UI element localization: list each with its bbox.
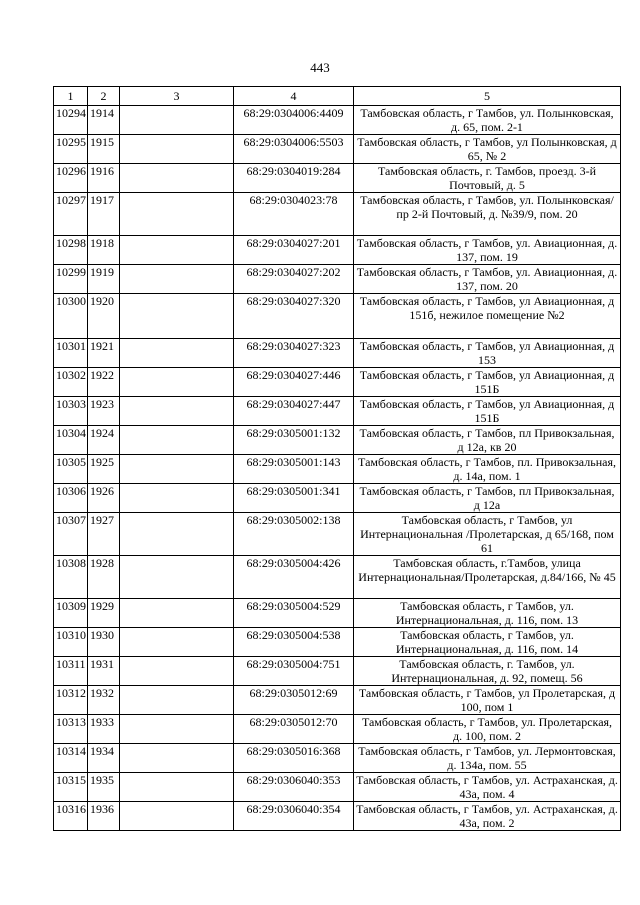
row-number-cell: 10297	[54, 193, 88, 236]
header-col-4: 4	[234, 87, 354, 106]
cadastral-number-cell: 68:29:0304027:202	[234, 265, 354, 294]
empty-cell	[120, 657, 234, 686]
header-col-3: 3	[120, 87, 234, 106]
cadastral-number-cell: 68:29:0304027:201	[234, 236, 354, 265]
empty-cell	[120, 368, 234, 397]
row-number-cell: 10308	[54, 556, 88, 599]
header-col-1: 1	[54, 87, 88, 106]
row-number-cell: 10316	[54, 802, 88, 831]
empty-cell	[120, 802, 234, 831]
item-number-cell: 1925	[88, 455, 120, 484]
address-cell: Тамбовская область, г Тамбов, ул. Интернациональная, д. 116, пом. 14	[354, 628, 621, 657]
address-cell: Тамбовская область, г Тамбов, пл. Привокзальная, д. 14а, пом. 1	[354, 455, 621, 484]
cadastral-number-cell: 68:29:0305004:538	[234, 628, 354, 657]
row-number-cell: 10309	[54, 599, 88, 628]
cadastral-number-cell: 68:29:0304027:447	[234, 397, 354, 426]
address-cell: Тамбовская область, г Тамбов, ул. Астраханская, д. 43а, пом. 4	[354, 773, 621, 802]
item-number-cell: 1927	[88, 513, 120, 556]
empty-cell	[120, 426, 234, 455]
address-cell: Тамбовская область, г Тамбов, пл Привокзальная, д 12а	[354, 484, 621, 513]
header-col-5: 5	[354, 87, 621, 106]
address-cell: Тамбовская область, г Тамбов, ул Интернациональная /Пролетарская, д 65/168, пом 61	[354, 513, 621, 556]
cadastral-number-cell: 68:29:0304027:446	[234, 368, 354, 397]
table-row	[54, 556, 621, 599]
table-row	[54, 657, 621, 686]
table-row	[54, 397, 621, 426]
item-number-cell: 1929	[88, 599, 120, 628]
item-number-cell: 1923	[88, 397, 120, 426]
row-number-cell: 10307	[54, 513, 88, 556]
empty-cell	[120, 556, 234, 599]
empty-cell	[120, 339, 234, 368]
table-body	[54, 106, 621, 831]
address-cell: Тамбовская область, г.Тамбов, улица Интернациональная/Пролетарская, д.84/166, № 45	[354, 556, 621, 599]
item-number-cell: 1918	[88, 236, 120, 265]
row-number-cell: 10303	[54, 397, 88, 426]
empty-cell	[120, 236, 234, 265]
table-row	[54, 802, 621, 831]
cadastral-number-cell: 68:29:0304019:284	[234, 164, 354, 193]
empty-cell	[120, 628, 234, 657]
address-cell: Тамбовская область, г Тамбов, ул. Авиационная, д. 137, пом. 19	[354, 236, 621, 265]
empty-cell	[120, 135, 234, 164]
item-number-cell: 1935	[88, 773, 120, 802]
table-row	[54, 484, 621, 513]
cadastral-number-cell: 68:29:0304027:320	[234, 294, 354, 339]
empty-cell	[120, 294, 234, 339]
table-row	[54, 744, 621, 773]
item-number-cell: 1922	[88, 368, 120, 397]
table-row	[54, 265, 621, 294]
row-number-cell: 10314	[54, 744, 88, 773]
address-cell: Тамбовская область, г Тамбов, ул. Полынковская/пр 2-й Почтовый, д. №39/9, пом. 20	[354, 193, 621, 236]
row-number-cell: 10301	[54, 339, 88, 368]
cadastral-number-cell: 68:29:0305001:341	[234, 484, 354, 513]
address-cell: Тамбовская область, г. Тамбов, ул. Интернациональная, д. 92, помещ. 56	[354, 657, 621, 686]
cadastral-number-cell: 68:29:0306040:353	[234, 773, 354, 802]
item-number-cell: 1915	[88, 135, 120, 164]
row-number-cell: 10295	[54, 135, 88, 164]
cadastral-number-cell: 68:29:0305004:529	[234, 599, 354, 628]
cadastral-number-cell: 68:29:0305016:368	[234, 744, 354, 773]
item-number-cell: 1928	[88, 556, 120, 599]
address-cell: Тамбовская область, г Тамбов, ул. Авиационная, д. 137, пом. 20	[354, 265, 621, 294]
page-number: 443	[310, 60, 330, 75]
empty-cell	[120, 744, 234, 773]
empty-cell	[120, 193, 234, 236]
address-cell: Тамбовская область, г Тамбов, ул Авиационная, д 151б, нежилое помещение №2	[354, 294, 621, 339]
registry-table	[53, 86, 621, 831]
table-row	[54, 193, 621, 236]
table-row	[54, 715, 621, 744]
table-row	[54, 135, 621, 164]
item-number-cell: 1933	[88, 715, 120, 744]
address-cell: Тамбовская область, г Тамбов, ул Авиационная, д 151Б	[354, 368, 621, 397]
item-number-cell: 1934	[88, 744, 120, 773]
empty-cell	[120, 106, 234, 135]
item-number-cell: 1914	[88, 106, 120, 135]
empty-cell	[120, 773, 234, 802]
item-number-cell: 1919	[88, 265, 120, 294]
row-number-cell: 10296	[54, 164, 88, 193]
row-number-cell: 10299	[54, 265, 88, 294]
table-header-row	[54, 87, 621, 106]
address-cell: Тамбовская область, г Тамбов, ул. Лермонтовская, д. 134а, пом. 55	[354, 744, 621, 773]
row-number-cell: 10310	[54, 628, 88, 657]
cadastral-number-cell: 68:29:0305004:751	[234, 657, 354, 686]
row-number-cell: 10315	[54, 773, 88, 802]
item-number-cell: 1921	[88, 339, 120, 368]
cadastral-number-cell: 68:29:0305012:69	[234, 686, 354, 715]
item-number-cell: 1932	[88, 686, 120, 715]
table-row	[54, 106, 621, 135]
cadastral-number-cell: 68:29:0305002:138	[234, 513, 354, 556]
row-number-cell: 10298	[54, 236, 88, 265]
address-cell: Тамбовская область, г Тамбов, ул Пролетарская, д 100, пом 1	[354, 686, 621, 715]
table-row	[54, 686, 621, 715]
row-number-cell: 10311	[54, 657, 88, 686]
address-cell: Тамбовская область, г. Тамбов, проезд. 3-й Почтовый, д. 5	[354, 164, 621, 193]
row-number-cell: 10312	[54, 686, 88, 715]
address-cell: Тамбовская область, г Тамбов, ул Полынковская, д 65, № 2	[354, 135, 621, 164]
empty-cell	[120, 599, 234, 628]
header-col-2: 2	[88, 87, 120, 106]
table-row	[54, 164, 621, 193]
address-cell: Тамбовская область, г Тамбов, ул. Астраханская, д. 43а, пом. 2	[354, 802, 621, 831]
table-row	[54, 628, 621, 657]
empty-cell	[120, 455, 234, 484]
empty-cell	[120, 265, 234, 294]
cadastral-number-cell: 68:29:0304027:323	[234, 339, 354, 368]
row-number-cell: 10302	[54, 368, 88, 397]
cadastral-number-cell: 68:29:0306040:354	[234, 802, 354, 831]
row-number-cell: 10305	[54, 455, 88, 484]
empty-cell	[120, 164, 234, 193]
cadastral-number-cell: 68:29:0305001:132	[234, 426, 354, 455]
row-number-cell: 10304	[54, 426, 88, 455]
item-number-cell: 1924	[88, 426, 120, 455]
empty-cell	[120, 397, 234, 426]
item-number-cell: 1936	[88, 802, 120, 831]
table-row	[54, 513, 621, 556]
address-cell: Тамбовская область, г Тамбов, ул. Полынковская, д. 65, пом. 2-1	[354, 106, 621, 135]
cadastral-number-cell: 68:29:0305012:70	[234, 715, 354, 744]
table-row	[54, 368, 621, 397]
empty-cell	[120, 686, 234, 715]
cadastral-number-cell: 68:29:0304006:5503	[234, 135, 354, 164]
item-number-cell: 1926	[88, 484, 120, 513]
cadastral-number-cell: 68:29:0304006:4409	[234, 106, 354, 135]
cadastral-number-cell: 68:29:0305001:143	[234, 455, 354, 484]
table-row	[54, 294, 621, 339]
address-cell: Тамбовская область, г Тамбов, ул. Интернациональная, д. 116, пом. 13	[354, 599, 621, 628]
row-number-cell: 10294	[54, 106, 88, 135]
row-number-cell: 10313	[54, 715, 88, 744]
table-row	[54, 236, 621, 265]
cadastral-number-cell: 68:29:0305004:426	[234, 556, 354, 599]
empty-cell	[120, 513, 234, 556]
address-cell: Тамбовская область, г Тамбов, ул Авиационная, д 151Б	[354, 397, 621, 426]
empty-cell	[120, 484, 234, 513]
address-cell: Тамбовская область, г Тамбов, ул. Пролетарская, д. 100, пом. 2	[354, 715, 621, 744]
item-number-cell: 1920	[88, 294, 120, 339]
item-number-cell: 1930	[88, 628, 120, 657]
empty-cell	[120, 715, 234, 744]
address-cell: Тамбовская область, г Тамбов, пл Привокзальная, д 12а, кв 20	[354, 426, 621, 455]
row-number-cell: 10300	[54, 294, 88, 339]
item-number-cell: 1916	[88, 164, 120, 193]
item-number-cell: 1917	[88, 193, 120, 236]
row-number-cell: 10306	[54, 484, 88, 513]
address-cell: Тамбовская область, г Тамбов, ул Авиационная, д 153	[354, 339, 621, 368]
table-row	[54, 599, 621, 628]
cadastral-number-cell: 68:29:0304023:78	[234, 193, 354, 236]
table-row	[54, 426, 621, 455]
item-number-cell: 1931	[88, 657, 120, 686]
table-row	[54, 339, 621, 368]
table-row	[54, 455, 621, 484]
table-row	[54, 773, 621, 802]
